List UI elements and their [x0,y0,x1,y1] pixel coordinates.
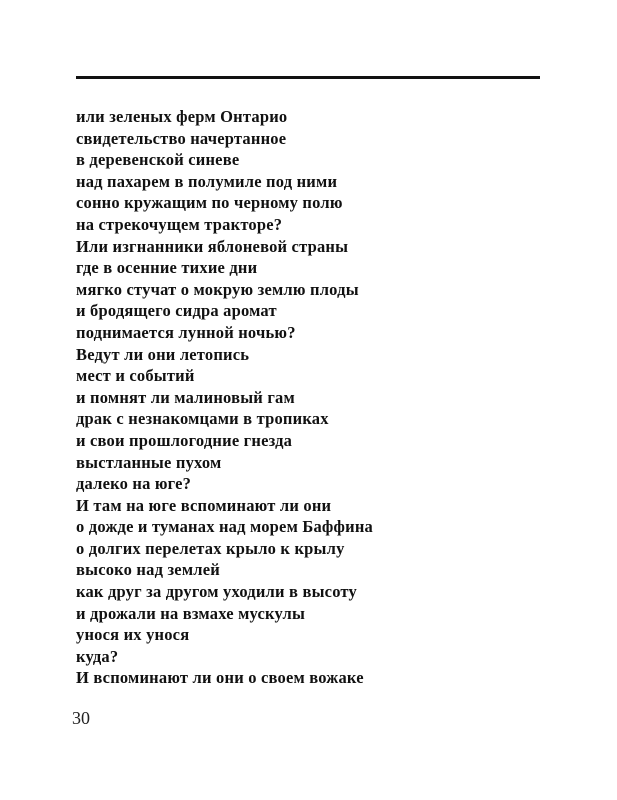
poem-line: на стрекочущем тракторе? [76,214,283,234]
poem-line: мягко стучат о мокрую землю плоды [76,279,359,299]
page-number: 30 [72,708,90,728]
poem-line: сонно кружащим по черному полю [76,193,343,213]
poem-line: И вспоминают ли они о своем вожаке [76,668,364,688]
poem-line: выстланные пухом [76,452,222,472]
poem-line: над пахарем в полумиле под ними [76,171,338,191]
poem-line: Ведут ли они летопись [76,344,250,364]
poem-line: и бродящего сидра аромат [76,301,277,321]
poem-line: высоко над землей [76,560,220,580]
poem-line: мест и событий [76,366,195,386]
poem-text [76,106,373,689]
poem-line: куда? [76,646,119,666]
poem-line: Или изгнанники яблоневой страны [76,236,349,256]
poem-line: поднимается лунной ночью? [76,322,296,342]
poem-line: свидетельство начертанное [76,128,287,148]
poem-line: о долгих перелетах крыло к крылу [76,538,345,558]
poem-line: и дрожали на взмахе мускулы [76,603,306,623]
poem-line: И там на юге вспоминают ли они [76,495,332,515]
poem-line: где в осенние тихие дни [76,258,258,278]
poem-line: унося их унося [76,625,190,645]
poem-line: о дожде и туманах над морем Баффина [76,517,373,537]
poem-line: и свои прошлогодние гнезда [76,430,293,450]
poem-line: как друг за другом уходили в высоту [76,582,357,602]
poem-line: драк с незнакомцами в тропиках [76,409,329,429]
poem-line: далеко на юге? [76,474,192,494]
poem-line: в деревенской синеве [76,150,240,170]
poem-line: и помнят ли малиновый гам [76,387,295,407]
poem-line: или зеленых ферм Онтарио [76,107,288,126]
top-rule [76,76,540,79]
